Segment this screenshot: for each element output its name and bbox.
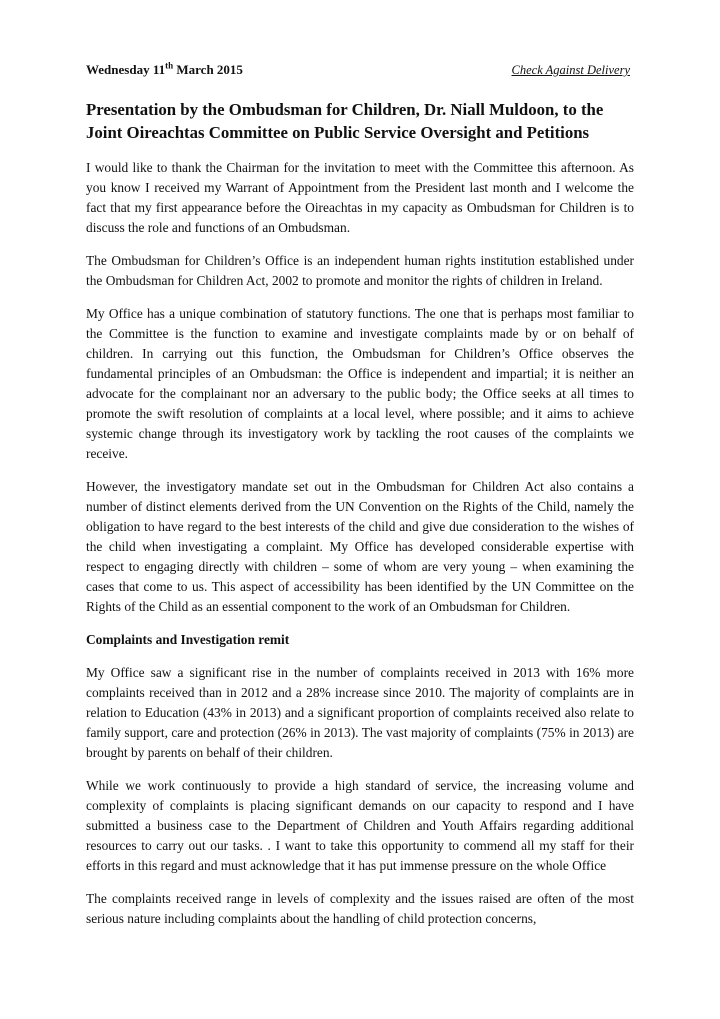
paragraph: The complaints received range in levels of complexity and the issues raised are often of the most serious nature including complaints about the handling of child protection concerns,	[86, 891, 634, 926]
header-line	[86, 62, 634, 78]
date-suffix: March 2015	[173, 62, 243, 77]
paragraph: While we work continuously to provide a high standard of service, the increasing volume and complexity of complaints is placing significant demands on our capacity to respond and I have submitted a business case to the Department of Children and Youth Affairs regarding additional resources to carry out our tasks. . I want to take this opportunity to commend all my staff for their efforts in this regard and must acknowledge that it has put immense pressure on the whole Office	[86, 778, 634, 873]
paragraph: The Ombudsman for Children’s Office is an independent human rights institution established under the Ombudsman for Children Act, 2002 to promote and monitor the rights of children in Ireland.	[86, 253, 634, 288]
delivery-note: Check Against Delivery	[511, 63, 630, 77]
date-superscript: th	[165, 60, 174, 71]
date	[86, 62, 243, 78]
paragraph: My Office saw a significant rise in the number of complaints received in 2013 with 16% more complaints received than in 2012 and a 28% increase since 2010. The majority of complaints are in relation to Education (43% in 2013) and a significant proportion of complaints received also relate to family support, care and protection (26% in 2013). The vast majority of complaints (75% in 2013) are brought by parents on behalf of their children.	[86, 665, 634, 760]
paragraph: I would like to thank the Chairman for the invitation to meet with the Committee this afternoon. As you know I received my Warrant of Appointment from the President last month and I welcome the fact that my first appearance before the Oireachtas in my capacity as Ombudsman for Children is to discuss the role and functions of an Ombudsman.	[86, 160, 634, 235]
paragraph: However, the investigatory mandate set out in the Ombudsman for Children Act also contains a number of distinct elements derived from the UN Convention on the Rights of the Child, namely the obligation to have regard to the best interests of the child and give due consideration to the wishes of the child when investigating a complaint. My Office has developed considerable expertise with respect to engaging directly with children – some of whom are very young – when examining the cases that come to us. This aspect of accessibility has been identified by the UN Committee on the Rights of the Child as an essential component to the work of an Ombudsman for Children.	[86, 479, 634, 614]
date-prefix: Wednesday 11	[86, 62, 166, 77]
document-title: Presentation by the Ombudsman for Children, Dr. Niall Muldoon, to the Joint Oireachtas Committee on Public Service Oversight and Petitions	[86, 100, 604, 142]
paragraph: My Office has a unique combination of statutory functions. The one that is perhaps most familiar to the Committee is the function to examine and investigate complaints made by or on behalf of children. In carrying out this function, the Ombudsman for Children’s Office observes the fundamental principles of an Ombudsman: the Office is independent and impartial; it is neither an advocate for the complainant nor an adversary to the public body; the Office seeks at all times to promote the swift resolution of complaints at a local level, where possible; and it aims to achieve systemic change through its investigatory work by tackling the root causes of the complaints we receive.	[86, 306, 634, 461]
section-heading: Complaints and Investigation remit	[86, 632, 290, 647]
